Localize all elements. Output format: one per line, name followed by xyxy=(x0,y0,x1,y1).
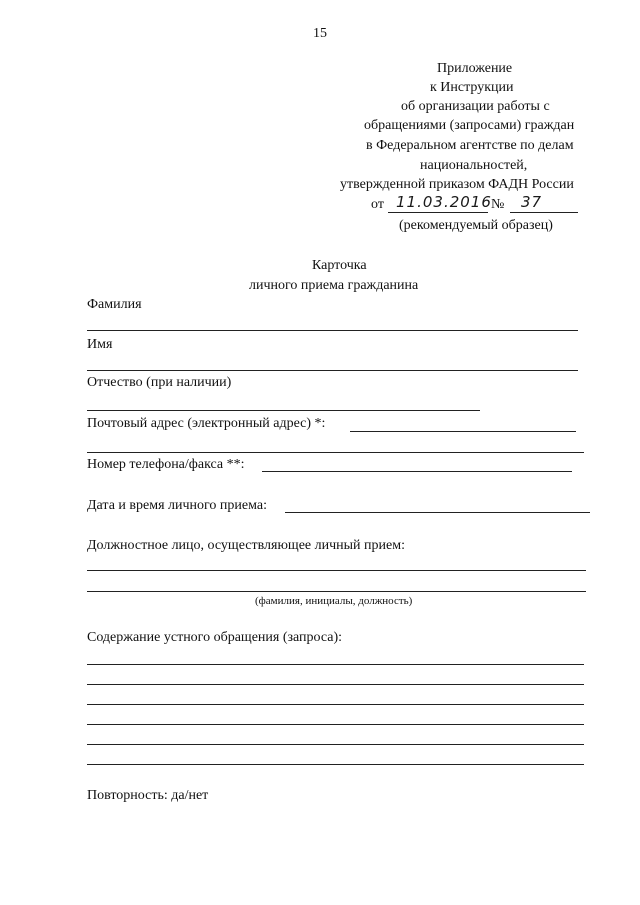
appendix-line-2: к Инструкции xyxy=(430,80,514,95)
name-line[interactable] xyxy=(87,370,578,371)
surname-label: Фамилия xyxy=(87,297,142,312)
appendix-line-3: об организации работы с xyxy=(401,99,550,114)
sample-note: (рекомендуемый образец) xyxy=(399,218,553,233)
from-label: от xyxy=(371,197,384,212)
appeal-content-line-1[interactable] xyxy=(87,664,584,665)
postal-address-label: Почтовый адрес (электронный адрес) *: xyxy=(87,416,326,431)
order-number-underline xyxy=(510,212,578,213)
official-label: Должностное лицо, осуществляющее личный прием: xyxy=(87,538,405,553)
appendix-line-6: национальностей, xyxy=(420,158,528,173)
phone-line[interactable] xyxy=(262,471,572,472)
appeal-content-line-4[interactable] xyxy=(87,724,584,725)
surname-line[interactable] xyxy=(87,330,578,331)
name-label: Имя xyxy=(87,337,113,352)
appendix-line-4: обращениями (запросами) граждан xyxy=(364,118,575,133)
number-label: № xyxy=(491,197,505,212)
repeat-label: Повторность: да/нет xyxy=(87,788,209,803)
appendix-line-1: Приложение xyxy=(437,61,513,76)
reception-datetime-label: Дата и время личного приема: xyxy=(87,498,267,513)
postal-address-line-2[interactable] xyxy=(87,452,584,453)
phone-label: Номер телефона/факса **: xyxy=(87,457,245,472)
card-title: Карточка xyxy=(312,258,367,273)
official-line-2[interactable] xyxy=(87,591,586,592)
card-subtitle: личного приема гражданина xyxy=(249,278,419,293)
appeal-content-line-2[interactable] xyxy=(87,684,584,685)
appeal-content-line-3[interactable] xyxy=(87,704,584,705)
appendix-line-7: утвержденной приказом ФАДН России xyxy=(340,177,574,192)
official-line-1[interactable] xyxy=(87,570,586,571)
reception-datetime-line[interactable] xyxy=(285,512,590,513)
official-caption: (фамилия, инициалы, должность) xyxy=(255,595,413,607)
appeal-content-label: Содержание устного обращения (запроса): xyxy=(87,630,343,645)
order-date-underline xyxy=(388,212,488,213)
page-number: 15 xyxy=(313,26,327,41)
appeal-content-line-5[interactable] xyxy=(87,744,584,745)
order-number: 37 xyxy=(521,193,543,211)
patronymic-label: Отчество (при наличии) xyxy=(87,375,232,390)
order-date: 11.03.2016 xyxy=(396,193,492,211)
patronymic-line[interactable] xyxy=(87,410,480,411)
appendix-line-5: в Федеральном агентстве по делам xyxy=(366,138,574,153)
appeal-content-line-6[interactable] xyxy=(87,764,584,765)
postal-address-line-1[interactable] xyxy=(350,431,576,432)
